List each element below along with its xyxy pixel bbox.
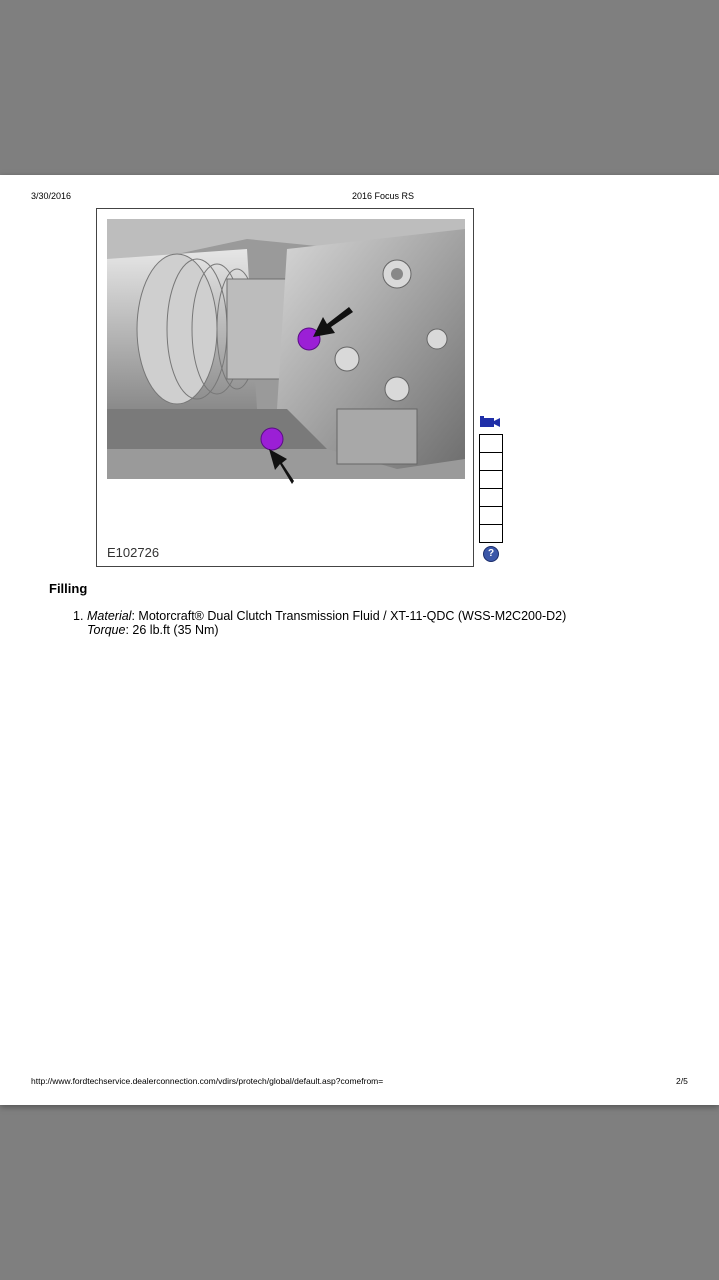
step-number: 1. bbox=[73, 609, 84, 623]
toolbar-slot-5[interactable] bbox=[479, 507, 503, 525]
toolbar-slot-6[interactable] bbox=[479, 525, 503, 543]
toolbar-slot-2[interactable] bbox=[479, 453, 503, 471]
toolbar-slot-4[interactable] bbox=[479, 489, 503, 507]
footer-url: http://www.fordtechservice.dealerconnection.com/vdirs/protech/global/default.asp?comefrom= bbox=[31, 1076, 384, 1086]
transmission-illustration bbox=[97, 209, 473, 566]
figure-toolbar bbox=[478, 415, 504, 562]
figure-id: E102726 bbox=[107, 545, 160, 560]
torque-value: : 26 lb.ft (35 Nm) bbox=[125, 623, 219, 637]
step-1 bbox=[73, 609, 566, 637]
material-label: Material bbox=[87, 609, 132, 623]
footer-page-number: 2/5 bbox=[676, 1076, 688, 1086]
help-icon[interactable]: ? bbox=[483, 546, 499, 562]
toolbar-slot-1[interactable] bbox=[479, 434, 503, 453]
header-date: 3/30/2016 bbox=[31, 191, 72, 201]
header-title: 2016 Focus RS bbox=[352, 191, 415, 201]
material-value: : Motorcraft® Dual Clutch Transmission Fluid / XT-11-QDC (WSS-M2C200-D2) bbox=[131, 609, 567, 623]
torque-label: Torque bbox=[87, 623, 126, 637]
section-title: Filling bbox=[49, 581, 88, 596]
video-camera-icon[interactable] bbox=[479, 415, 501, 429]
transmission-figure bbox=[96, 208, 474, 567]
toolbar-slot-3[interactable] bbox=[479, 471, 503, 489]
document-page bbox=[0, 175, 719, 1105]
